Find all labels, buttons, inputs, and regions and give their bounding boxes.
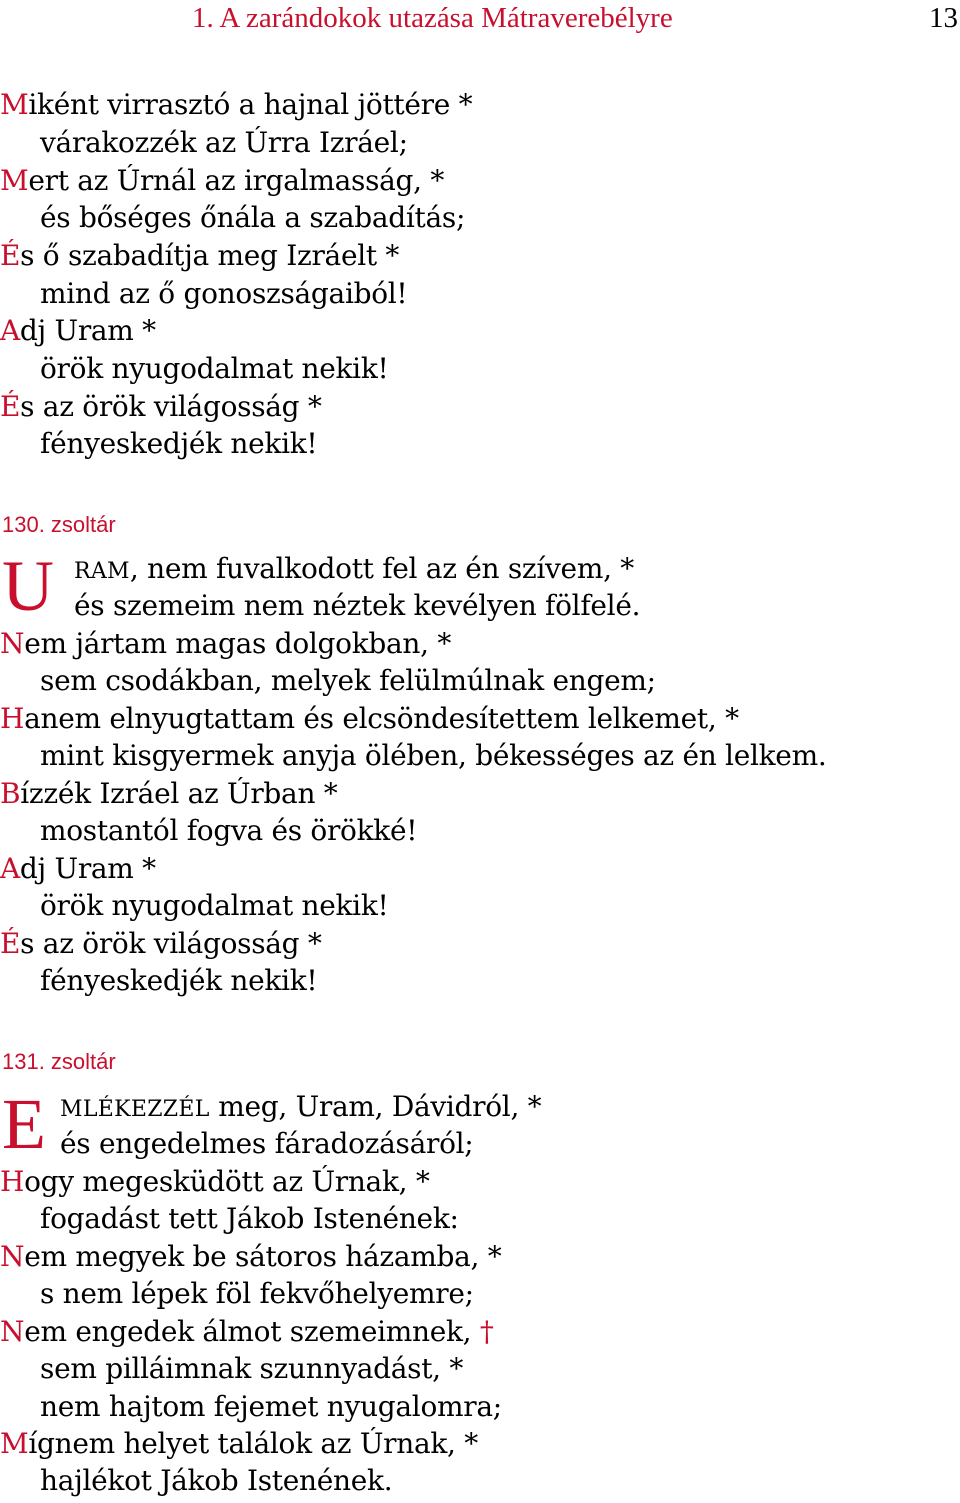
verse-text: em jártam magas dolgokban, *	[24, 627, 452, 660]
rubric-initial: É	[0, 927, 21, 960]
verse-text: dj Uram *	[19, 314, 156, 347]
verse-text: és bőséges őnála a szabadítás;	[40, 201, 466, 234]
verse-text: fényeskedjék nekik!	[40, 964, 318, 997]
verse-text: dj Uram *	[19, 852, 156, 885]
rubric-initial: N	[0, 627, 25, 660]
rubric-initial: H	[0, 702, 25, 735]
verse-line	[60, 1125, 473, 1163]
verse-line	[40, 1388, 502, 1426]
smallcaps-word: RAM	[74, 559, 130, 584]
verse-line	[74, 587, 640, 625]
verse-text: mostantól fogva és örökké!	[40, 814, 418, 847]
verse-line	[40, 887, 388, 925]
verse-text: várakozzék az Úrra Izráel;	[40, 126, 408, 159]
psalm-heading: 130. zsoltár	[2, 512, 116, 537]
verse-line	[0, 625, 451, 663]
verse-line	[0, 388, 322, 426]
page-number: 13	[929, 2, 958, 34]
verse-text: ízzék Izráel az Úrban *	[20, 777, 338, 810]
verse-line	[74, 550, 634, 588]
verse-line	[40, 199, 465, 237]
verse-text: és szemeim nem néztek kevélyen fölfelé.	[74, 589, 641, 622]
verse-text: örök nyugodalmat nekik!	[40, 352, 389, 385]
rubric-initial: A	[0, 852, 20, 885]
verse-text: ígnem helyet találok az Úrnak, *	[28, 1427, 478, 1460]
smallcaps-word: MLÉKEZZÉL	[60, 1097, 210, 1122]
verse-text: örök nyugodalmat nekik!	[40, 889, 389, 922]
verse-line	[40, 275, 407, 313]
verse-line	[40, 1462, 392, 1500]
rubric-initial: H	[0, 1165, 25, 1198]
verse-text: s az örök világosság *	[20, 927, 322, 960]
drop-cap: E	[2, 1084, 46, 1164]
verse-text: mind az ő gonoszságaiból!	[40, 277, 408, 310]
verse-line	[0, 237, 399, 275]
verse-text: és engedelmes fáradozásáról;	[60, 1127, 474, 1160]
chapter-title: 1. A zarándokok utazása Mátraverebélyre	[192, 2, 673, 34]
rubric-initial: M	[0, 1427, 29, 1460]
verse-line	[0, 1313, 494, 1351]
rubric-initial: É	[0, 239, 21, 272]
verse-text: fogadást tett Jákob Istenének:	[40, 1202, 459, 1235]
verse-line	[40, 425, 317, 463]
verse-line	[40, 737, 826, 775]
verse-text: em engedek álmot szemeimnek,	[24, 1315, 480, 1348]
verse-line	[0, 312, 156, 350]
rubric-initial: B	[0, 777, 21, 810]
verse-text: mint kisgyermek anyja ölében, békességes az én lelkem.	[40, 739, 827, 772]
verse-line	[40, 1200, 459, 1238]
verse-text: hajlékot Jákob Istenének.	[40, 1464, 393, 1497]
rubric-initial: M	[0, 88, 29, 121]
verse-line	[0, 86, 472, 124]
rubric-initial: N	[0, 1315, 25, 1348]
verse-line	[40, 1350, 463, 1388]
verse-text: anem elnyugtattam és elcsöndesítettem lelkemet, *	[24, 702, 739, 735]
verse-line	[40, 962, 317, 1000]
verse-line	[0, 1238, 501, 1276]
verse-line	[40, 1275, 474, 1313]
verse-line	[40, 124, 408, 162]
verse-line	[0, 850, 156, 888]
verse-text: em megyek be sátoros házamba, *	[24, 1240, 502, 1273]
verse-text: s az örök világosság *	[20, 390, 322, 423]
running-header	[0, 0, 960, 40]
verse-line	[40, 812, 417, 850]
verse-text: s ő szabadítja meg Izráelt *	[20, 239, 400, 272]
rubric-initial: M	[0, 164, 29, 197]
verse-text: s nem lépek föl fekvőhelyemre;	[40, 1277, 474, 1310]
verse-text: ogy megesküdött az Úrnak, *	[24, 1165, 430, 1198]
verse-text: sem pilláimnak szunnyadást, *	[40, 1352, 464, 1385]
verse-line	[40, 662, 656, 700]
verse-line	[0, 1163, 430, 1201]
verse-line	[60, 1088, 541, 1126]
rubric-initial: A	[0, 314, 20, 347]
verse-text: sem csodákban, melyek felülmúlnak engem;	[40, 664, 656, 697]
verse-text: ert az Úrnál az irgalmasság, *	[28, 164, 445, 197]
verse-line	[0, 925, 322, 963]
verse-text: iként virrasztó a hajnal jöttére *	[28, 88, 473, 121]
drop-cap: U	[2, 546, 54, 626]
verse-line	[0, 1425, 478, 1463]
verse-text: fényeskedjék nekik!	[40, 427, 318, 460]
rubric-initial: É	[0, 390, 21, 423]
verse-text: meg, Uram, Dávidról, *	[209, 1090, 542, 1123]
verse-line	[40, 350, 388, 388]
verse-line	[0, 700, 739, 738]
verse-text: , nem fuvalkodott fel az én szívem, *	[129, 552, 634, 585]
verse-line	[0, 775, 337, 813]
psalm-heading: 131. zsoltár	[2, 1049, 116, 1074]
verse-line	[0, 162, 444, 200]
rubric-initial: N	[0, 1240, 25, 1273]
dagger-mark: †	[479, 1315, 494, 1348]
verse-text: nem hajtom fejemet nyugalomra;	[40, 1390, 502, 1423]
